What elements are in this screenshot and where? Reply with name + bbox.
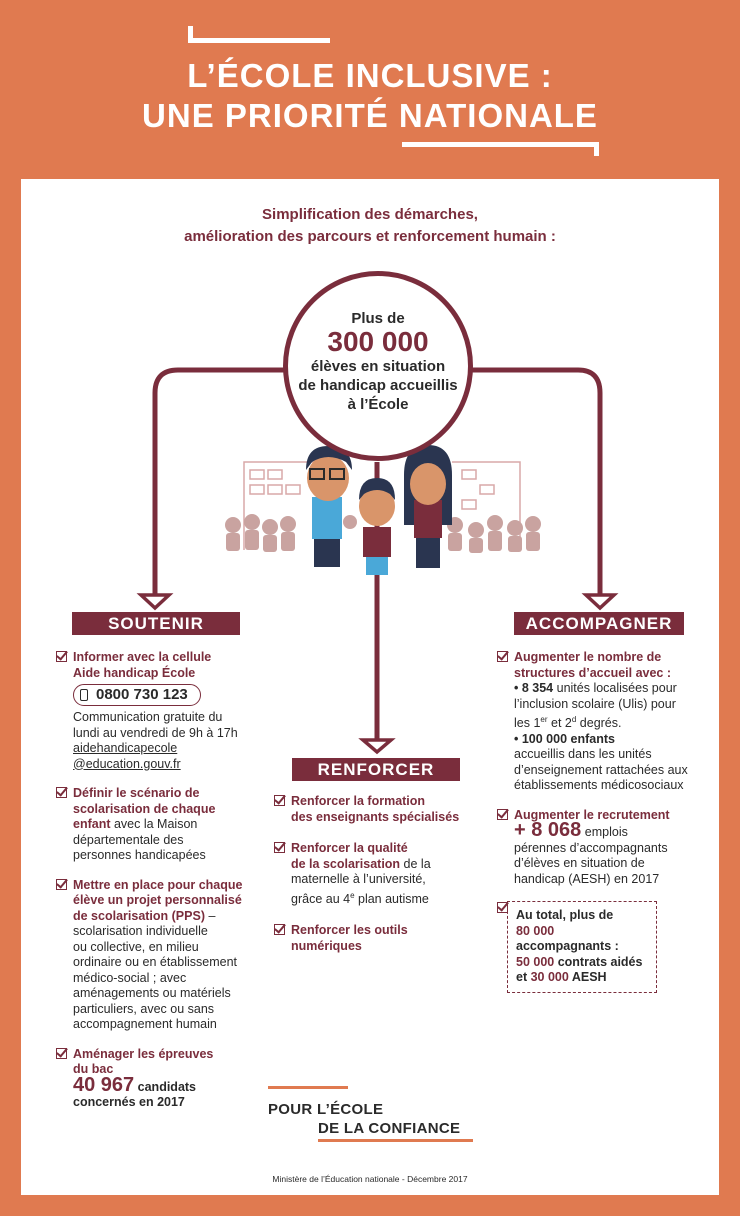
- checkbox-icon: [56, 651, 67, 662]
- item-text: handicap (AESH) en 2017: [514, 871, 660, 886]
- item-text: Au total, plus de: [516, 908, 614, 923]
- hero-prefix: Plus de: [351, 310, 405, 327]
- item-text: aménagements ou matériels: [73, 986, 231, 1000]
- item-title: Renforcer les outils: [291, 923, 408, 938]
- banner-accompagner: ACCOMPAGNER: [514, 612, 684, 635]
- item-text: contrats aidés: [554, 954, 643, 969]
- item-title: Informer avec la cellule: [73, 650, 212, 664]
- item-text: l’inclusion scolaire (Ulis) pour: [514, 696, 676, 711]
- hero-line3: à l’École: [347, 396, 409, 413]
- checkbox-icon: [274, 924, 285, 935]
- item-text: d’enseignement rattachées aux: [514, 762, 688, 777]
- column-renforcer: [274, 794, 474, 968]
- checkbox-icon: [56, 879, 67, 890]
- item-title: scolarisation de chaque: [73, 801, 216, 816]
- item-title: numériques: [291, 938, 362, 953]
- renforcer-item-formation: [274, 794, 474, 825]
- item-value: 50 000: [516, 954, 555, 969]
- item-title: Aide handicap École: [73, 665, 196, 680]
- item-text: concernés en 2017: [73, 1095, 185, 1109]
- item-title: du bac: [73, 1062, 114, 1076]
- item-title: enfant: [73, 817, 111, 831]
- checkbox-icon: [497, 902, 508, 913]
- item-text: e: [350, 890, 355, 900]
- phone-number[interactable]: [73, 684, 201, 706]
- checkbox-icon: [497, 809, 508, 820]
- soutenir-item-bac: [56, 1047, 256, 1111]
- checkbox-icon: [274, 842, 285, 853]
- item-text: accueillis dans les unités: [514, 747, 652, 762]
- logo-line1: POUR L’ÉCOLE: [268, 1101, 384, 1118]
- item-title: de scolarisation (PPS): [73, 908, 205, 923]
- accompagner-item-recrutement: [497, 808, 702, 888]
- footer-credit: Ministère de l’Éducation nationale - Décembre 2017: [272, 1174, 468, 1184]
- phone-text: 0800 730 123: [96, 686, 188, 704]
- accompagner-item-total: [497, 901, 702, 993]
- bac-number: 40 967: [73, 1073, 135, 1096]
- item-text: emplois: [581, 825, 628, 840]
- item-title: Définir le scénario de: [73, 786, 200, 800]
- item-text: pérennes d’accompagnants: [514, 840, 668, 855]
- item-text: ou collective, en milieu: [73, 939, 199, 954]
- item-text: d’élèves en situation de: [514, 856, 645, 871]
- logo-line-top: [268, 1086, 348, 1089]
- item-text: ordinaire ou en établissement: [73, 955, 237, 969]
- left-connector: [155, 370, 290, 597]
- item-value: 80 000: [516, 923, 555, 938]
- hero-line2: de handicap accueillis: [298, 377, 458, 394]
- item-text: grâce au 4: [291, 891, 351, 906]
- email-link[interactable]: @education.gouv.fr: [73, 756, 181, 771]
- item-value: 30 000: [530, 970, 569, 985]
- item-text: de la: [400, 856, 431, 871]
- item-text: AESH: [568, 970, 607, 985]
- intro-line1: Simplification des démarches,: [262, 206, 478, 223]
- checkbox-icon: [274, 795, 285, 806]
- item-text: degrés.: [576, 716, 622, 731]
- item-text: –: [204, 908, 216, 923]
- left-arrow: [141, 595, 169, 608]
- email-link[interactable]: aidehandicapecole: [73, 741, 178, 755]
- item-title: des enseignants spécialisés: [291, 809, 460, 824]
- banner-soutenir: SOUTENIR: [72, 612, 240, 635]
- item-text: Communication gratuite du: [73, 710, 223, 724]
- soutenir-item-scenario: [56, 786, 256, 864]
- item-text: et 2: [547, 716, 572, 731]
- item-title: Mettre en place pour chaque: [73, 877, 243, 892]
- item-text: unités localisées pour: [553, 681, 677, 695]
- accompagner-item-structures: [497, 650, 702, 794]
- logo-line-bottom: [318, 1139, 473, 1142]
- item-text: plan autisme: [354, 891, 429, 906]
- intro-line2: amélioration des parcours et renforcement humain :: [184, 228, 556, 245]
- right-arrow: [586, 595, 614, 608]
- phone-icon: [80, 689, 88, 701]
- item-text: maternelle à l’université,: [291, 872, 426, 886]
- hero-number: 300 000: [327, 326, 429, 357]
- soutenir-item-pps: [56, 878, 256, 1033]
- page-title-line2: UNE PRIORITÉ NATIONALE: [142, 97, 598, 134]
- hero-line1: élèves en situation: [310, 358, 446, 375]
- item-text: particuliers, avec ou sans: [73, 1001, 215, 1016]
- right-connector: [465, 370, 600, 597]
- item-title: Augmenter le recrutement: [514, 807, 670, 822]
- item-text: • 8 354: [514, 681, 554, 695]
- item-text: accompagnants :: [516, 939, 619, 954]
- item-text: avec la Maison: [110, 817, 198, 831]
- item-text: établissements médicosociaux: [514, 778, 684, 793]
- total-box: [507, 901, 657, 993]
- logo-line2: DE LA CONFIANCE: [318, 1120, 461, 1137]
- renforcer-item-qualite: [274, 841, 474, 907]
- banner-renforcer: RENFORCER: [292, 758, 460, 781]
- item-text: candidats: [137, 1079, 197, 1094]
- page-title-line1: L’ÉCOLE INCLUSIVE :: [187, 57, 553, 94]
- checkbox-icon: [56, 787, 67, 798]
- item-text: d: [571, 715, 577, 724]
- item-title: de la scolarisation: [291, 856, 401, 871]
- item-title: Renforcer la formation: [291, 794, 426, 808]
- item-text: accompagnement humain: [73, 1017, 217, 1031]
- item-text: scolarisation individuelle: [73, 924, 208, 938]
- item-text: personnes handicapées: [73, 848, 206, 862]
- hero-circle: [283, 271, 473, 461]
- figure-man: [306, 446, 352, 567]
- item-title: Augmenter le nombre de: [514, 650, 662, 664]
- item-text: • 100 000 enfants: [514, 731, 615, 746]
- item-text: et: [516, 970, 531, 985]
- item-text: er: [540, 715, 548, 724]
- item-title: Aménager les épreuves: [73, 1046, 214, 1061]
- checkbox-icon: [56, 1048, 67, 1059]
- recruitment-number: + 8 068: [514, 819, 582, 842]
- renforcer-item-numerique: [274, 923, 474, 954]
- item-text: les 1: [514, 716, 541, 731]
- item-title: Renforcer la qualité: [291, 841, 408, 855]
- checkbox-icon: [497, 651, 508, 662]
- logo-pour-ecole-confiance: [268, 1086, 473, 1142]
- soutenir-item-informer: [56, 650, 256, 772]
- column-soutenir: [56, 650, 256, 1125]
- item-text: médico-social ; avec: [73, 970, 187, 985]
- item-text: départementale des: [73, 832, 184, 847]
- item-title: élève un projet personnalisé: [73, 893, 242, 907]
- column-accompagner: [497, 650, 702, 1007]
- figure-woman: [404, 445, 452, 568]
- center-arrow: [363, 740, 391, 752]
- item-text: lundi au vendredi de 9h à 17h: [73, 725, 238, 740]
- item-title: structures d’accueil avec :: [514, 665, 672, 680]
